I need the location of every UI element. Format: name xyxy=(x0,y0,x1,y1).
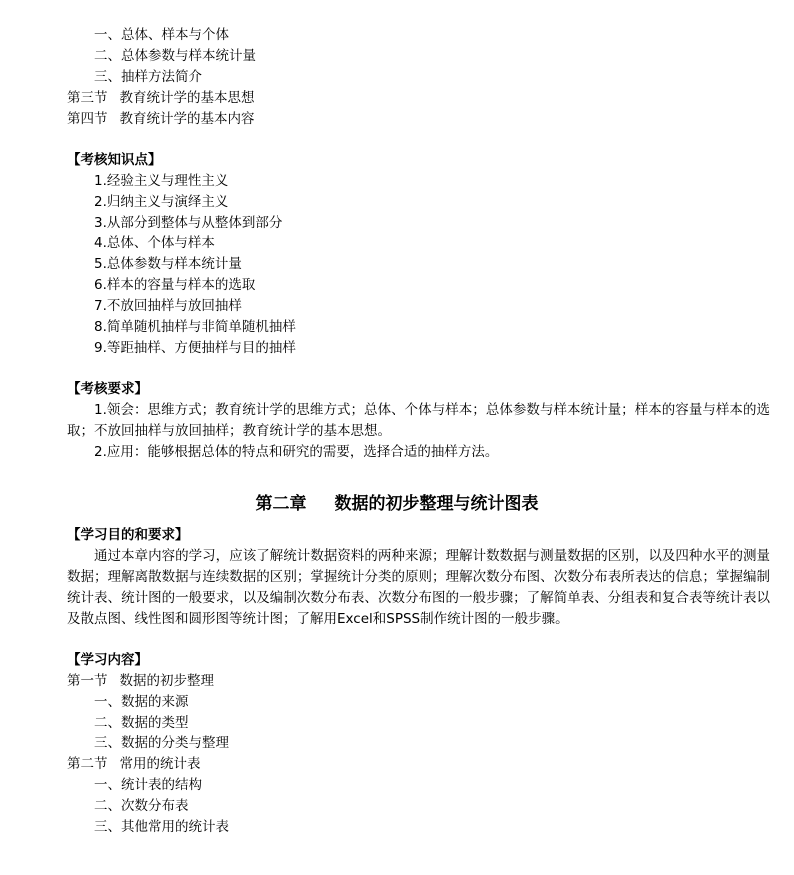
knowledge-point: 1.经验主义与理性主义 xyxy=(94,173,229,189)
goals-paragraph: 通过本章内容的学习，应该了解统计数据资料的两种来源；理解计数数据与测量数据的区别，以及四种水平的测量数据；理解离散数据与连续数据的区别；掌握统计分类的原则；理解次数分布图、次数分布表所表达的信息；掌握编制统计表、统计图的一般要求，以及编制次数分布表、次数分布图的一般步骤；了解简单表、分组表和复合表等统计表以及散点图、线性图和圆形图等统计图；了解用Excel和SPSS制作统计图的一般步骤。 xyxy=(67,548,770,627)
knowledge-point: 3.从部分到整体与从整体到部分 xyxy=(94,215,283,231)
section-heading xyxy=(67,754,201,775)
chapter-title xyxy=(0,490,794,518)
section-item: 一、统计表的结构 xyxy=(94,777,202,793)
section-title: 教育统计学的基本思想 xyxy=(119,90,255,106)
top-item-3: 三、抽样方法简介 xyxy=(94,69,202,85)
requirement-paragraph: 1.领会：思维方式；教育统计学的思维方式；总体、个体与样本；总体参数与样本统计量；样本的容量与样本的选取；不放回抽样与放回抽样；教育统计学的基本思想。 xyxy=(67,402,770,439)
knowledge-point: 2.归纳主义与演绎主义 xyxy=(94,194,229,210)
section-item: 一、数据的来源 xyxy=(94,694,189,710)
knowledge-point: 4.总体、个体与样本 xyxy=(94,235,215,251)
section-heading xyxy=(67,88,255,109)
knowledge-point: 7.不放回抽样与放回抽样 xyxy=(94,298,242,314)
section-number: 第二节 xyxy=(67,756,108,772)
section-title: 常用的统计表 xyxy=(119,756,201,772)
section-item: 三、其他常用的统计表 xyxy=(94,819,229,835)
requirements-heading: 【考核要求】 xyxy=(67,381,148,397)
knowledge-point: 9.等距抽样、方便抽样与目的抽样 xyxy=(94,340,296,356)
section-item: 二、数据的类型 xyxy=(94,715,189,731)
section-item: 二、次数分布表 xyxy=(94,798,189,814)
section-number: 第三节 xyxy=(67,90,108,106)
section-number: 第一节 xyxy=(67,673,108,689)
section-heading xyxy=(67,109,255,130)
knowledge-point: 8.简单随机抽样与非简单随机抽样 xyxy=(94,319,296,335)
knowledge-point: 5.总体参数与样本统计量 xyxy=(94,256,242,272)
chapter-number: 第二章 xyxy=(255,494,307,514)
top-item-1: 一、总体、样本与个体 xyxy=(94,27,229,43)
knowledge-heading: 【考核知识点】 xyxy=(67,152,162,168)
section-number: 第四节 xyxy=(67,111,108,127)
top-item-2: 二、总体参数与样本统计量 xyxy=(94,48,256,64)
goals-heading: 【学习目的和要求】 xyxy=(67,527,189,543)
section-heading xyxy=(67,671,214,692)
requirement-paragraph: 2.应用：能够根据总体的特点和研究的需要，选择合适的抽样方法。 xyxy=(94,444,499,460)
section-title: 数据的初步整理 xyxy=(119,673,214,689)
section-title: 教育统计学的基本内容 xyxy=(119,111,255,127)
section-item: 三、数据的分类与整理 xyxy=(94,735,229,751)
chapter-name: 数据的初步整理与统计图表 xyxy=(334,494,539,514)
knowledge-point: 6.样本的容量与样本的选取 xyxy=(94,277,256,293)
content-heading: 【学习内容】 xyxy=(67,652,148,668)
